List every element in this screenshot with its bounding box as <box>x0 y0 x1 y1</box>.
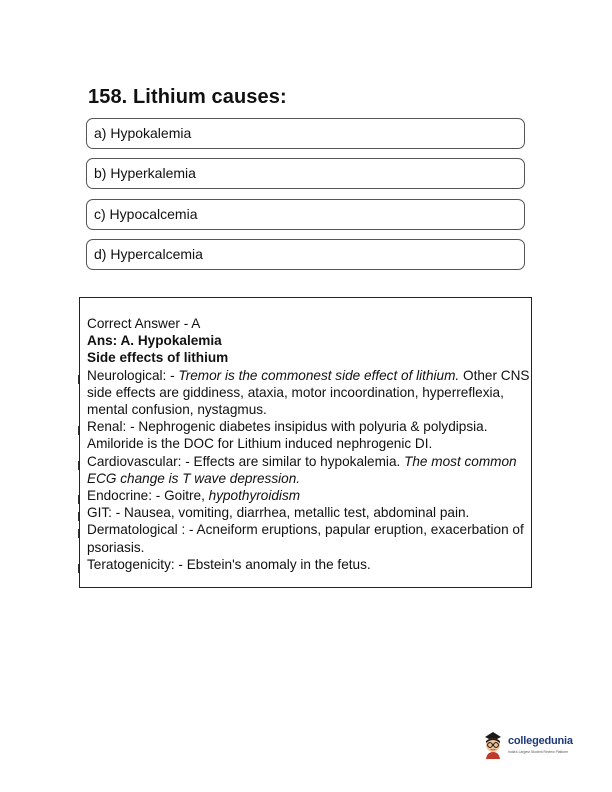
cardiovascular-italic: The most common ECG change is T wave depression. <box>87 453 517 486</box>
dermatological-item: Dermatological : - Acneiform eruptions, papular eruption, exacerbation of psoriasis. <box>87 521 531 555</box>
collegedunia-logo[interactable] <box>481 728 586 762</box>
logo-tagline: India's Largest Student Review Platform <box>508 750 569 754</box>
logo-wordmark: collegedunia <box>508 735 573 747</box>
option-d[interactable]: d) Hypercalcemia <box>86 239 525 270</box>
teratogenicity-item: Teratogenicity: - Ebstein's anomaly in the fetus. <box>87 556 531 573</box>
git-item: GIT: - Nausea, vomiting, diarrhea, metallic test, abdominal pain. <box>87 504 531 521</box>
option-a[interactable]: a) Hypokalemia <box>86 118 525 149</box>
option-b[interactable]: b) Hyperkalemia <box>86 158 525 189</box>
neurological-label: Neurological: - <box>87 367 179 383</box>
neurological-italic: Tremor is the commonest side effect of lithium. <box>178 367 460 383</box>
correct-answer-line: Correct Answer - A <box>87 316 201 331</box>
endocrine-label: Endocrine: - Goitre, <box>87 488 209 504</box>
cardiovascular-label: Cardiovascular: - Effects are similar to hypokalemia. <box>87 453 405 469</box>
neurological-item <box>87 367 531 419</box>
renal-item: Renal: - Nephrogenic diabetes insipidus with polyuria & polydipsia. Amiloride is the DOC for Lithium induced nephrogenic DI. <box>87 418 531 452</box>
side-effects-heading: Side effects of lithium <box>87 350 229 366</box>
neurological-rest: Other CNS side effects are giddiness, ataxia, motor incoordination, hyperreflexia, mental confusion, nystagmus. <box>87 367 530 418</box>
endocrine-item <box>87 487 531 504</box>
question-title: 158. Lithium causes: <box>88 86 287 108</box>
answer-explanation-box <box>79 297 532 588</box>
answer-line: Ans: A. Hypokalemia <box>87 333 222 349</box>
option-c[interactable]: c) Hypocalcemia <box>86 199 525 230</box>
cardiovascular-item <box>87 453 531 487</box>
mascot-icon <box>481 728 505 760</box>
endocrine-italic: hypothyroidism <box>208 488 301 504</box>
